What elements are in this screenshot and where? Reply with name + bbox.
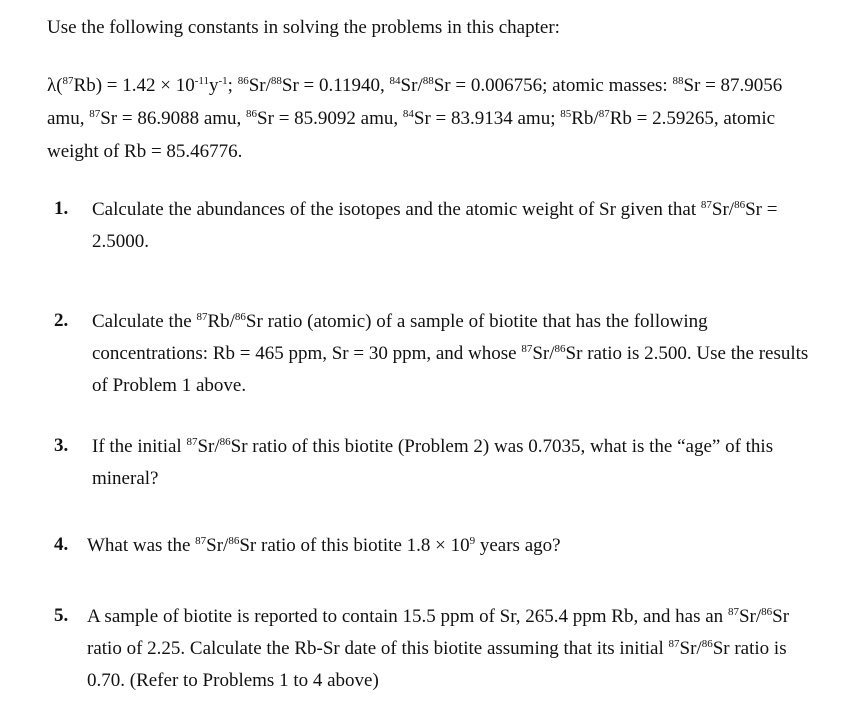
- problem-text: [92, 310, 846, 406]
- problem-row: 2.5000.: [92, 231, 149, 252]
- problem-row: 0.70. (Refer to Problems 1 to 4 above): [87, 670, 379, 691]
- problem-row: [92, 310, 846, 334]
- mass-number: 86: [734, 199, 746, 211]
- text-segment: A sample of biotite is reported to contain 15.5 ppm of Sr, 265.4 ppm Rb, and has an: [87, 606, 728, 627]
- mass-number: 86: [234, 311, 246, 323]
- mass-number: 87: [89, 108, 101, 120]
- mass-number: 87: [668, 638, 680, 650]
- text-segment: Sr ratio of this biotite 1.8 × 10: [239, 535, 470, 556]
- lambda-prefix: λ(: [47, 75, 63, 96]
- text-segment: Sr/: [679, 638, 702, 659]
- text-segment: concentrations: Rb = 465 ppm, Sr = 30 ppm, and whose: [92, 343, 522, 364]
- mass-number: 87: [598, 108, 610, 120]
- intro-text: Use the following constants in solving the problems in this chapter:: [47, 17, 560, 38]
- text-segment: Sr ratio of this biotite (Problem 2) was 0.7035, what is the “age” of this: [230, 436, 774, 457]
- problem-text: [92, 435, 773, 499]
- problem-text: [92, 198, 777, 262]
- mass-number: 86: [554, 343, 566, 355]
- mass-number: 87: [186, 436, 198, 448]
- mass-number: 87: [727, 606, 739, 618]
- exponent: -11: [194, 75, 209, 87]
- text-segment: ratio of 2.25. Calculate the Rb-Sr date of this biotite assuming that its initial: [87, 638, 669, 659]
- mass-value: Sr = 85.9092 amu,: [257, 108, 403, 129]
- mass-number: 87: [195, 535, 207, 547]
- mass-number: 88: [422, 75, 434, 87]
- text-segment: Sr/: [532, 343, 555, 364]
- text-segment: years ago?: [475, 535, 561, 556]
- constants-line-2: [47, 107, 775, 131]
- ratio-text: Rb/: [571, 108, 599, 129]
- ratio-value: Rb = 2.59265, atomic: [609, 108, 776, 129]
- text-segment: Sr/: [738, 606, 762, 627]
- ratio-text: Sr/: [248, 75, 271, 96]
- constants-line-3: weight of Rb = 85.46776.: [47, 141, 243, 162]
- mass-number: 87: [521, 343, 533, 355]
- constants-line-1: [47, 74, 782, 98]
- mass-number: 88: [672, 75, 684, 87]
- separator: ;: [227, 75, 238, 96]
- mass-number: 86: [237, 75, 249, 87]
- text-segment: Sr ratio is 2.500. Use the results: [565, 343, 809, 364]
- problem-number: 5.: [54, 605, 69, 626]
- problem-number: 1.: [54, 198, 69, 219]
- problem-text: [87, 605, 789, 701]
- mass-number: 84: [402, 108, 414, 120]
- problem-row: [92, 435, 773, 459]
- mass-number: 86: [246, 108, 258, 120]
- mass-value: Sr = 87.9056: [683, 75, 783, 96]
- text-segment: Sr ratio (atomic) of a sample of biotite that has the following: [245, 311, 708, 332]
- ratio-value: Sr = 0.006756; atomic masses:: [433, 75, 673, 96]
- problem-row: of Problem 1 above.: [92, 375, 247, 396]
- problem-number: 2.: [54, 310, 69, 331]
- mass-number: 86: [701, 638, 713, 650]
- ratio-text: Sr/: [400, 75, 423, 96]
- text-segment: Sr/: [206, 535, 229, 556]
- text-segment: What was the: [87, 535, 196, 556]
- text-segment: Sr/: [711, 199, 735, 220]
- text-segment: If the initial: [92, 436, 187, 457]
- problem-number: 4.: [54, 534, 69, 555]
- mass-number: 86: [219, 436, 231, 448]
- problem-row: [87, 637, 789, 661]
- problem-number: 3.: [54, 435, 69, 456]
- mass-value: Sr = 83.9134 amu;: [413, 108, 561, 129]
- problem-row: [87, 605, 789, 629]
- exponent: 9: [469, 535, 476, 547]
- mass-number: 87: [700, 199, 712, 211]
- line-prefix: amu,: [47, 108, 90, 129]
- lambda-unit: y: [209, 75, 219, 96]
- mass-number: 85: [560, 108, 572, 120]
- ratio-value: Sr = 0.11940,: [281, 75, 390, 96]
- text-segment: Calculate the abundances of the isotopes and the atomic weight of Sr given that: [92, 199, 701, 220]
- mass-number: 86: [228, 535, 240, 547]
- problem-row: [87, 534, 561, 558]
- mass-value: Sr = 86.9088 amu,: [100, 108, 247, 129]
- exponent: -1: [218, 75, 228, 87]
- lambda-value: Rb) = 1.42 × 10: [73, 75, 195, 96]
- text-segment: Sr =: [745, 199, 778, 220]
- text-segment: Sr/: [197, 436, 220, 457]
- problem-row: [92, 342, 846, 366]
- mass-number: 84: [389, 75, 401, 87]
- mass-number: 86: [761, 606, 773, 618]
- text-segment: Sr: [772, 606, 790, 627]
- problem-text: [87, 534, 561, 566]
- mass-number: 87: [62, 75, 74, 87]
- text-segment: Sr ratio is: [712, 638, 787, 659]
- text-segment: Calculate the: [92, 311, 197, 332]
- text-segment: [92, 311, 708, 332]
- text-segment: Rb/: [207, 311, 235, 332]
- problem-row: mineral?: [92, 468, 159, 489]
- problem-row: [92, 198, 777, 222]
- mass-number: 88: [270, 75, 282, 87]
- mass-number: 87: [196, 311, 208, 323]
